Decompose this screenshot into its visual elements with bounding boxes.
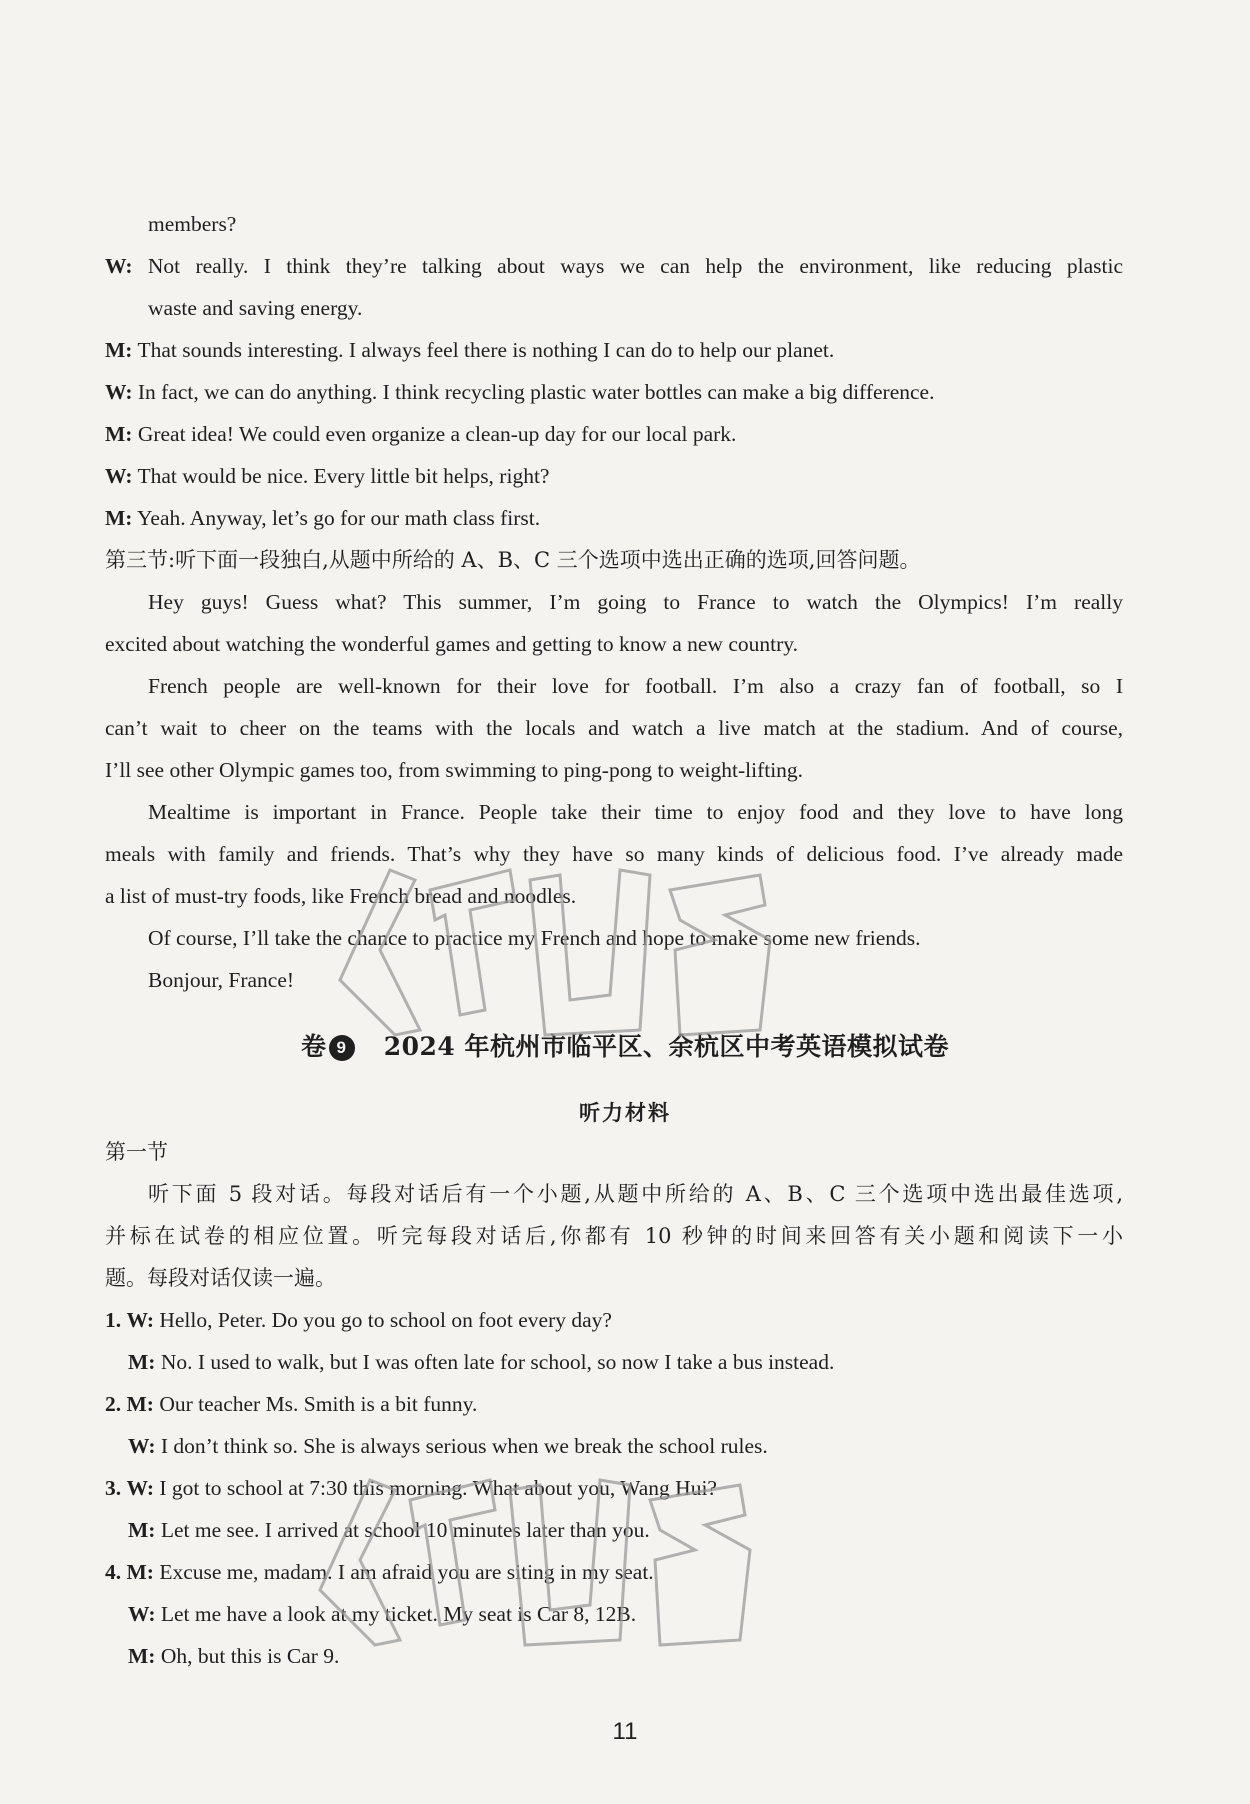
speaker-label: M: <box>126 1560 154 1584</box>
speaker-label: M: <box>126 1392 154 1416</box>
dialogue-line: members? <box>148 212 237 236</box>
dialogue-line: 4. M: Excuse me, madam. I am afraid you are siting in my seat. <box>105 1560 654 1584</box>
dialogue-line: 1. W: Hello, Peter. Do you go to school on foot every day? <box>105 1308 612 1332</box>
speaker-label: W: <box>128 1434 156 1458</box>
speaker-label: M: <box>128 1644 156 1668</box>
monologue-line: a list of must-try foods, like French bread and noodles. <box>105 884 577 908</box>
speaker-label: W: <box>105 464 133 488</box>
speaker-label: M: <box>128 1518 156 1542</box>
exam-title-text: 2024 年杭州市临平区、余杭区中考英语模拟试卷 <box>383 1032 950 1061</box>
speaker-label: W: <box>105 254 133 278</box>
dialogue-line: W: Let me have a look at my ticket. My seat is Car 8, 12B. <box>128 1602 637 1626</box>
watermark-logo-2 <box>300 1440 820 1650</box>
dialogue-line: M: No. I used to walk, but I was often late for school, so now I take a bus instead. <box>128 1350 835 1374</box>
monologue-line: Of course, I’ll take the chance to practice my French and hope to make some new friends. <box>148 926 921 950</box>
section1-heading: 第一节 <box>105 1140 168 1164</box>
dialogue-line: W: In fact, we can do anything. I think recycling plastic water bottles can make a big difference. <box>105 380 935 404</box>
exam-badge-label: 卷 <box>300 1032 327 1061</box>
speaker-label: M: <box>105 422 133 446</box>
speaker-label: M: <box>105 506 133 530</box>
dialogue-line: M: Yeah. Anyway, let’s go for our math class first. <box>105 506 541 530</box>
watermark-logo-1 <box>320 830 820 1040</box>
section3-heading: 第三节:听下面一段独白,从题中所给的 A、B、C 三个选项中选出正确的选项,回答问题。 <box>105 548 921 572</box>
monologue-line: meals with family and friends. That’s why they have so many kinds of delicious food. I’ve already made <box>105 842 1123 866</box>
speaker-label: M: <box>128 1350 156 1374</box>
dialogue-line: waste and saving energy. <box>148 296 363 320</box>
dialogue-line: M: That sounds interesting. I always feel there is nothing I can do to help our planet. <box>105 338 835 362</box>
dialogue-line: M: Oh, but this is Car 9. <box>128 1644 340 1668</box>
speaker-label: W: <box>126 1308 154 1332</box>
speaker-label: W: <box>126 1476 154 1500</box>
monologue-line: can’t wait to cheer on the teams with the locals and watch a live match at the stadium. And of course, <box>105 716 1123 740</box>
dialogue-line: W: That would be nice. Every little bit helps, right? <box>105 464 550 488</box>
page-number: 11 <box>612 1718 638 1745</box>
monologue-line: Hey guys! Guess what? This summer, I’m going to France to watch the Olympics! I’m really <box>148 590 1123 614</box>
monologue-line: excited about watching the wonderful games and getting to know a new country. <box>105 632 798 656</box>
dialogue-line: 2. M: Our teacher Ms. Smith is a bit funny. <box>105 1392 478 1416</box>
monologue-line: Mealtime is important in France. People take their time to enjoy food and they love to have long <box>148 800 1123 824</box>
question-number: 4. <box>105 1560 122 1584</box>
monologue-line: Bonjour, France! <box>148 968 295 992</box>
monologue-line: French people are well-known for their love for football. I’m also a crazy fan of football, so I <box>148 674 1123 698</box>
dialogue-line: 3. W: I got to school at 7:30 this morning. What about you, Wang Hui? <box>105 1476 717 1500</box>
question-number: 2. <box>105 1392 122 1416</box>
speaker-label: W: <box>105 380 133 404</box>
instruction-line: 题。每段对话仅读一遍。 <box>105 1266 336 1290</box>
dialogue-line: M: Let me see. I arrived at school 10 minutes later than you. <box>128 1518 650 1542</box>
speaker-label: W: <box>128 1602 156 1626</box>
exam-subtitle: 听力材料 <box>579 1100 671 1125</box>
exam-badge-number: 9 <box>329 1035 355 1061</box>
instruction-line: 并标在试卷的相应位置。听完每段对话后,你都有 10 秒钟的时间来回答有关小题和阅读下一小 <box>105 1224 1123 1248</box>
question-number: 1. <box>105 1308 122 1332</box>
question-number: 3. <box>105 1476 122 1500</box>
dialogue-line: M: Great idea! We could even organize a clean-up day for our local park. <box>105 422 737 446</box>
dialogue-line: W: I don’t think so. She is always serious when we break the school rules. <box>128 1434 768 1458</box>
speaker-label: M: <box>105 338 133 362</box>
dialogue-line: W: Not really. I think they’re talking about ways we can help the environment, like reducing plastic <box>105 254 1123 278</box>
monologue-line: I’ll see other Olympic games too, from swimming to ping-pong to weight-lifting. <box>105 758 804 782</box>
instruction-line: 听下面 5 段对话。每段对话后有一个小题,从题中所给的 A、B、C 三个选项中选出最佳选项, <box>148 1182 1123 1206</box>
